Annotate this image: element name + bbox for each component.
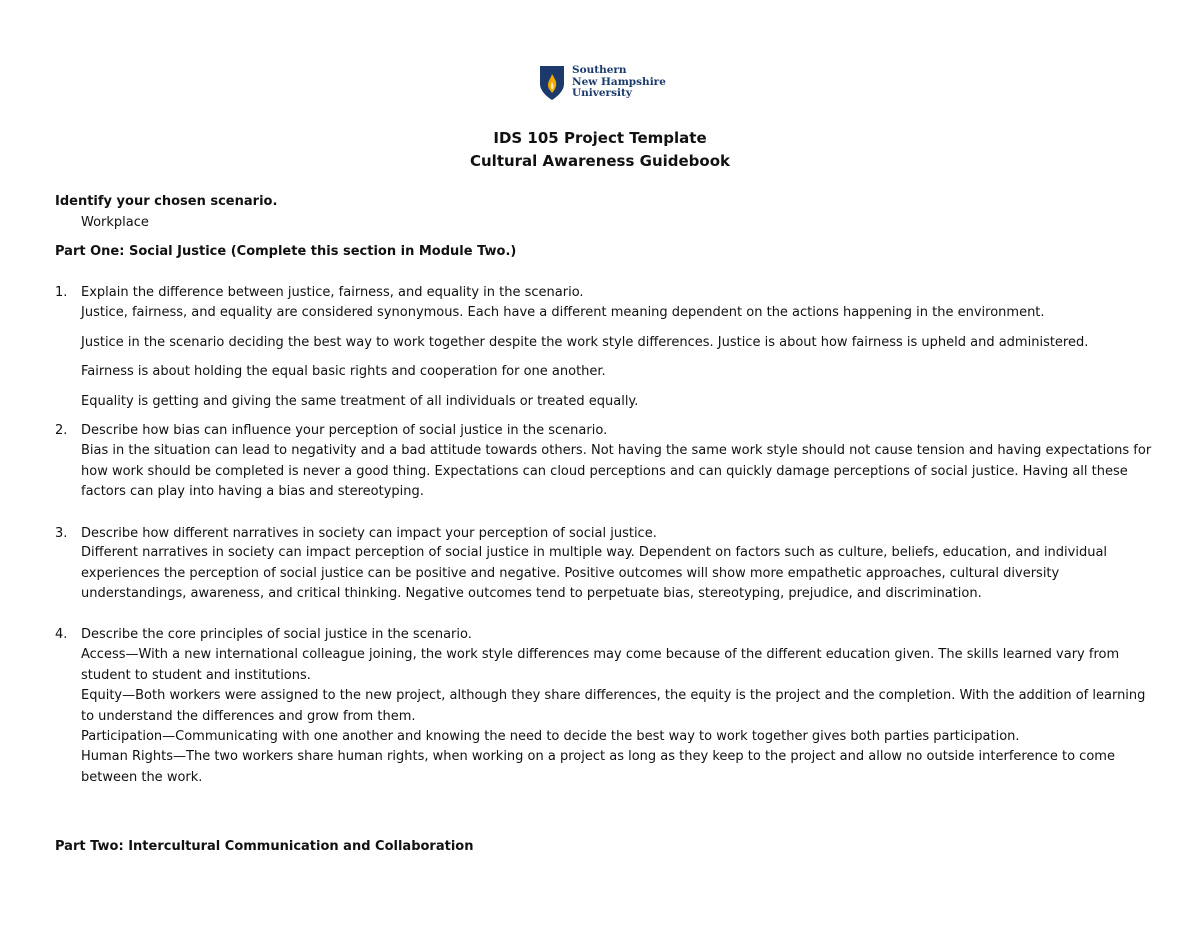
scenario-prompt: Identify your chosen scenario. bbox=[55, 194, 278, 209]
part-two-heading: Part Two: Intercultural Communication and Collaboration bbox=[55, 839, 474, 854]
item-answer: Different narratives in society can impact perception of social justice in multiple way. Dependent on factors such as culture, beliefs, education, and individual experiences the perception of social justice can be positive and negative. Positive outcomes will show more empathetic approaches, cultural diversity understandings, awareness, and critical thinking. Negative outcomes tend to perpetuate bias, stereotyping, prejudice, and discrimination. bbox=[81, 545, 1108, 601]
item-number: 3. bbox=[55, 526, 68, 541]
item-answer: Justice in the scenario deciding the best way to work together despite the work style differences. Justice is about how fairness is upheld and administered. bbox=[81, 335, 1089, 350]
item-question: Describe how different narratives in society can impact your perception of social justice. bbox=[81, 526, 657, 541]
item-answer: Justice, fairness, and equality are considered synonymous. Each have a different meaning dependent on the actions happening in the environment. bbox=[81, 305, 1045, 320]
logo-line-2: New Hampshire bbox=[572, 75, 666, 88]
scenario-answer: Workplace bbox=[81, 215, 149, 230]
item-question: Describe how bias can influence your perception of social justice in the scenario. bbox=[81, 423, 608, 438]
document-title: IDS 105 Project Template bbox=[493, 129, 707, 147]
item-number: 4. bbox=[55, 627, 68, 642]
item-answer: Equality is getting and giving the same treatment of all individuals or treated equally. bbox=[81, 394, 639, 409]
item-answer: Human Rights—The two workers share human rights, when working on a project as long as they keep to the project and allow no outside interference to come between the work. bbox=[81, 749, 1115, 785]
item-answer: Bias in the situation can lead to negativity and a bad attitude towards others. Not having the same work style should not cause tension and having expectations for how work should be completed is never a good thing. Expectations can cloud perceptions and can quickly damage perceptions of social justice. Having all these factors can play into having a bias and stereotyping. bbox=[81, 443, 1152, 499]
item-answer: Participation—Communicating with one another and knowing the need to decide the best way to work together gives both parties participation. bbox=[81, 729, 1020, 744]
item-question: Explain the difference between justice, fairness, and equality in the scenario. bbox=[81, 285, 584, 300]
item-question: Describe the core principles of social justice in the scenario. bbox=[81, 627, 472, 642]
document-subtitle: Cultural Awareness Guidebook bbox=[469, 152, 731, 170]
logo-line-1: Southern bbox=[572, 64, 627, 76]
university-logo bbox=[539, 65, 669, 105]
logo-line-3: University bbox=[572, 87, 632, 99]
item-answer: Access—With a new international colleague joining, the work style differences may come because of the different education given. The skills learned vary from student to student and institutions. bbox=[81, 647, 1120, 683]
item-number: 2. bbox=[55, 423, 68, 438]
university-name bbox=[572, 65, 666, 100]
item-answer: Equity—Both workers were assigned to the new project, although they share differences, the equity is the project and the completion. With the addition of learning to understand the differences and grow from them. bbox=[81, 688, 1146, 724]
shield-flame-icon bbox=[539, 65, 565, 101]
item-number: 1. bbox=[55, 285, 68, 300]
item-answer: Fairness is about holding the equal basic rights and cooperation for one another. bbox=[81, 364, 606, 379]
part-one-heading: Part One: Social Justice (Complete this section in Module Two.) bbox=[55, 244, 517, 259]
